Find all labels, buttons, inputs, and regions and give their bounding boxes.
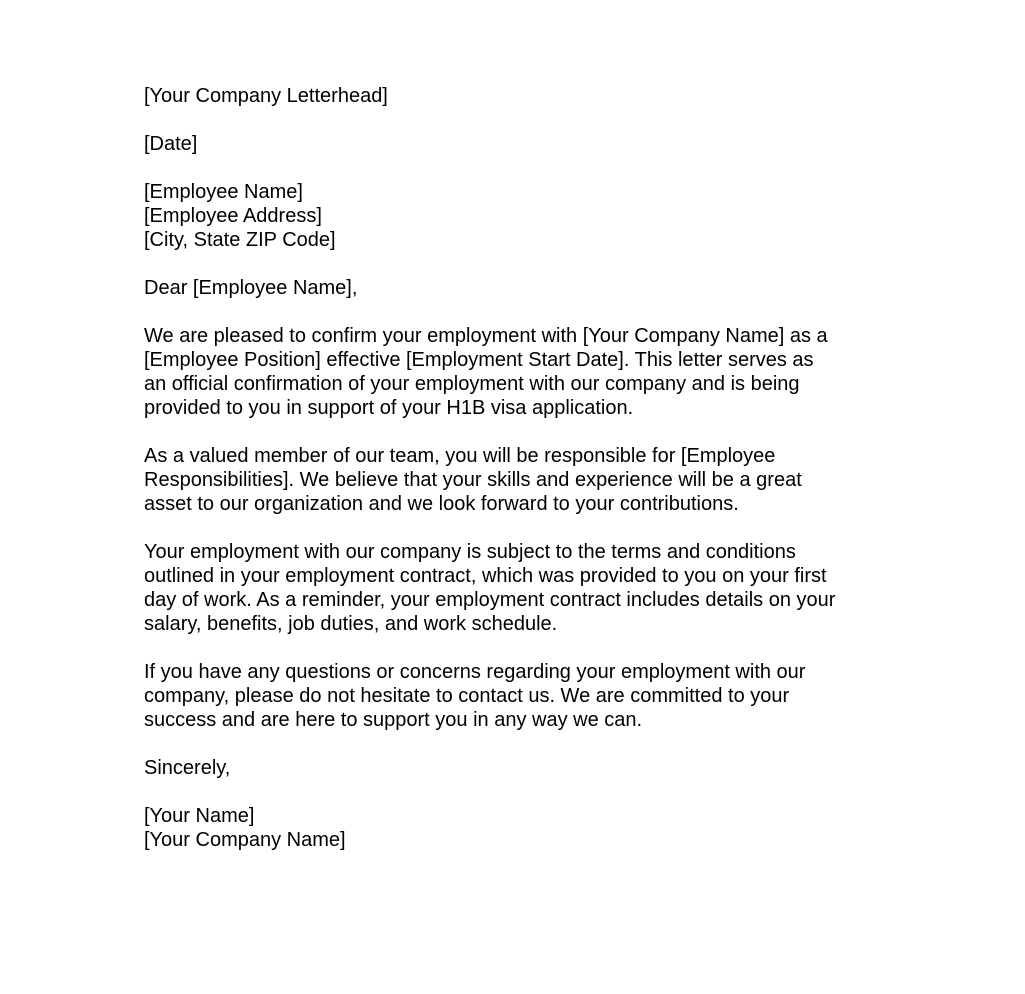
- paragraph-line: Your employment with our company is subject to the terms and conditions: [144, 541, 796, 563]
- paragraph-line: As a valued member of our team, you will be responsible for [Employee: [144, 445, 776, 467]
- paragraph-line: Responsibilities]. We believe that your skills and experience will be a great: [144, 469, 802, 491]
- closing-text: Sincerely,: [144, 757, 231, 779]
- signature-block: [144, 804, 884, 852]
- paragraph-line: provided to you in support of your H1B visa application.: [144, 397, 634, 419]
- recipient-name: [Employee Name]: [144, 181, 303, 203]
- paragraph-line: salary, benefits, job duties, and work schedule.: [144, 613, 558, 635]
- paragraph-line: outlined in your employment contract, which was provided to you on your first: [144, 565, 827, 587]
- recipient-address: [144, 180, 884, 252]
- paragraph-line: day of work. As a reminder, your employment contract includes details on your: [144, 589, 836, 611]
- salutation: [144, 276, 884, 300]
- body-paragraph-1: [144, 324, 884, 420]
- body-paragraph-3: [144, 540, 884, 636]
- recipient-city-state-zip: [City, State ZIP Code]: [144, 229, 336, 251]
- letterhead: [144, 84, 884, 108]
- paragraph-line: success and are here to support you in any way we can.: [144, 709, 643, 731]
- body-paragraph-4: [144, 660, 884, 732]
- paragraph-line: [Employee Position] effective [Employment Start Date]. This letter serves as: [144, 349, 814, 371]
- date-block: [144, 132, 884, 156]
- signer-name: [Your Name]: [144, 805, 255, 827]
- paragraph-line: company, please do not hesitate to contact us. We are committed to your: [144, 685, 790, 707]
- body-paragraph-2: [144, 444, 884, 516]
- paragraph-line: We are pleased to confirm your employment with [Your Company Name] as a: [144, 325, 828, 347]
- closing: [144, 756, 884, 780]
- paragraph-line: an official confirmation of your employment with our company and is being: [144, 373, 800, 395]
- paragraph-line: If you have any questions or concerns regarding your employment with our: [144, 661, 806, 683]
- letterhead-text: [Your Company Letterhead]: [144, 85, 388, 107]
- recipient-street-address: [Employee Address]: [144, 205, 322, 227]
- signer-company: [Your Company Name]: [144, 829, 346, 851]
- salutation-text: Dear [Employee Name],: [144, 277, 358, 299]
- paragraph-line: asset to our organization and we look forward to your contributions.: [144, 493, 739, 515]
- letter-date: [Date]: [144, 133, 198, 155]
- employment-letter: [144, 84, 884, 852]
